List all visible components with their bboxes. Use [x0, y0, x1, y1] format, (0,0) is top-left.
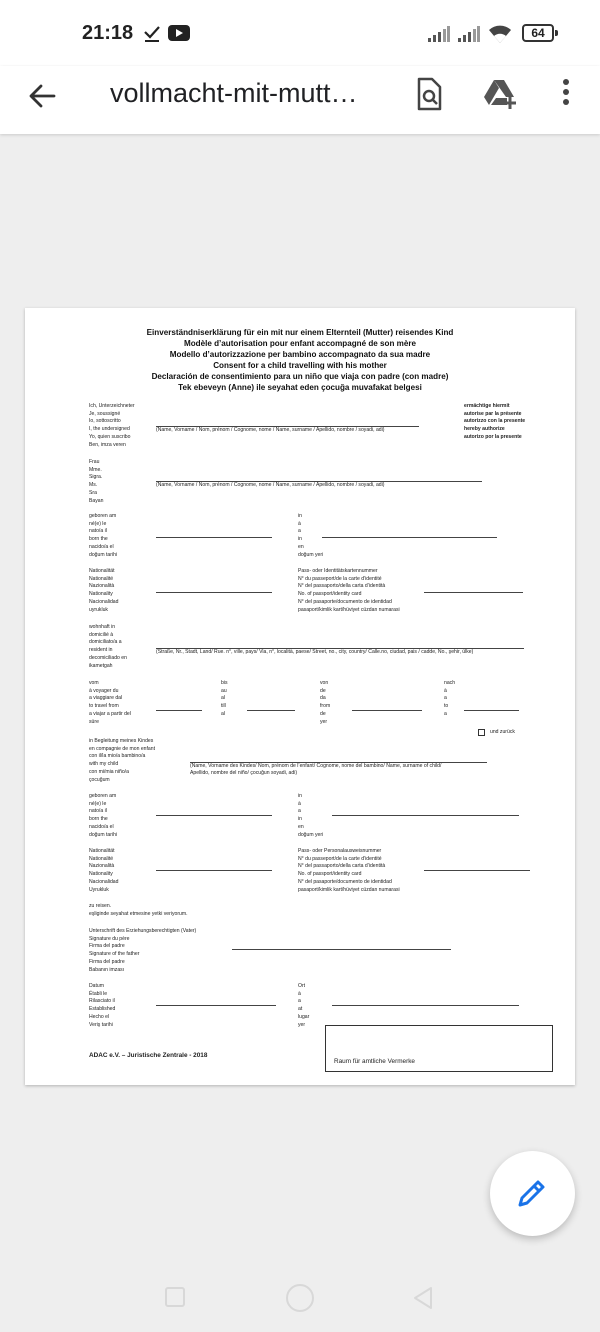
from-place-line[interactable]: [352, 710, 422, 711]
till-date-line[interactable]: [247, 710, 295, 711]
home-button[interactable]: [286, 1284, 314, 1312]
from-place-label: von de da from de yer: [320, 680, 331, 725]
signature-line[interactable]: [232, 949, 451, 950]
pencil-icon: [516, 1177, 548, 1209]
document-title: vollmacht-mit-mutt…: [110, 78, 358, 108]
child-birth-place-line[interactable]: [332, 815, 519, 816]
heading-line: Modello d’autorizzazione per bambino accompagnato da sua madre: [169, 350, 431, 360]
battery-indicator: 64: [522, 24, 554, 42]
cell-signal-icon: [428, 26, 450, 42]
salutation-label: Frau Mme. Sigra. Ms. Sra Bayan: [89, 459, 104, 504]
child-born-in-label: in à a in en doğum yeri: [298, 793, 324, 838]
address-caption: (Straße, Nr., Stadt, Land/ Rue. n°, ville, pays/ Via, n°, località, paese/ Street, no., city, country/ Calle.no, ciudad, pais / cadde, No., şehir, ülke): [156, 649, 474, 655]
official-remarks-label: Raum für amtliche Vermerke: [334, 1058, 415, 1065]
till-label: bis au al till al: [221, 680, 228, 717]
child-birth-date-line[interactable]: [156, 815, 272, 816]
add-to-drive-icon[interactable]: [483, 76, 517, 112]
return-checkbox[interactable]: [478, 729, 485, 736]
heading-line: Declaración de consentimiento para un niño que viaja con padre (con madre): [151, 372, 449, 382]
from-date-line[interactable]: [156, 710, 202, 711]
app-bar: [0, 66, 600, 134]
date-label: Datum Établi le Rilasciato il Established Hecho el Veriş tarihi: [89, 983, 116, 1028]
heading-line: Tek ebeveyn (Anne) ile seyahat eden çocuğa muvafakat belgesi: [178, 383, 422, 393]
cell-signal-icon: [458, 26, 480, 42]
passport-label: Pass- oder Identitätskartennummer N° du passeport/de la carte d’identité N° del passaporto/della carta d’identità No. of passport/identity card N° del pasaporte/documento de identidad pasaport/kimlik kart/hüviyet cüzdan numarasi: [298, 568, 400, 613]
child-born-on-label: geboren am né(e) le nato/a il born the nacido/a el doğum tarihi: [89, 793, 118, 838]
nationality-label: Nationalität Nationalité Nazionalità Nationality Nacionalidad uyrukluk: [89, 568, 119, 613]
date-line[interactable]: [156, 1005, 276, 1006]
wifi-icon: [488, 24, 512, 44]
nav-back-icon[interactable]: [412, 1286, 434, 1310]
document-heading: [25, 327, 575, 394]
to-place-label: nach à a to a: [444, 680, 456, 717]
signature-label: Unterschrift des Erziehungsberechtigten (Vater) Signature du père Firma del padre Signature of the father Firma del padre Babanın imzası: [89, 928, 197, 973]
place-label: Ort à a at lugar yer: [298, 983, 310, 1028]
child-passport-line[interactable]: [424, 870, 530, 871]
passport-number-line[interactable]: [424, 592, 523, 593]
more-options-icon[interactable]: [556, 76, 576, 112]
child-name-caption: (Name, Vorname des Kindes/ Nom, prénom de l’enfant/ Cognome, nome del bambino/ Name, surname of child/ Apellido, nombre del niño/ çocuğun soyadi, adi): [190, 763, 442, 777]
checkmark-icon: [144, 24, 160, 42]
resident-label: wohnhaft in domicilié à domiciliato/a a resident in decomiciliado en ikametgah: [89, 624, 127, 669]
document-footer: ADAC e.V. – Juristische Zentrale - 2018: [89, 1052, 208, 1059]
travel-from-label: vom à voyager du a viaggiare dal to travel from a viajar a partir del süre: [89, 680, 131, 725]
child-passport-label: Pass- oder Personalausweisnummer N° du passeport/de la carte d’identité N° del passaporto/della carta d’identità No. of passport/identity card N° del pasaporte/documento de identidad pasaport/kimlik kart/hüviyet cüzdan numarasi: [298, 848, 400, 893]
youtube-icon: [168, 25, 190, 41]
official-remarks-box: [325, 1025, 553, 1072]
place-line[interactable]: [332, 1005, 519, 1006]
undersigned-label: Ich, Unterzeichneter Je, soussigné Io, sottoscritto I, the undersigned Yo, quien suscribo Ben, imza veren: [89, 403, 135, 448]
travel-consent-text: zu reisen. eşliginde seyahat etmesine yetki veriyorum.: [89, 903, 188, 917]
accompany-label: in Begleitung meines Kindes en compagnie de mon enfant con il/la mio/a bambino/a with my child con mi/mia niño/a çocuğum: [89, 738, 155, 783]
status-time: 21:18: [82, 22, 134, 44]
edit-button[interactable]: [490, 1151, 575, 1236]
born-on-label: geboren am né(e) le nato/a il born the nacido/a el doğum tarihi: [89, 513, 118, 558]
nationality-line[interactable]: [156, 592, 272, 593]
back-arrow-icon[interactable]: [22, 76, 62, 116]
status-bar: [0, 0, 600, 66]
child-nationality-line[interactable]: [156, 870, 272, 871]
to-place-line[interactable]: [464, 710, 519, 711]
heading-line: Consent for a child travelling with his mother: [213, 361, 387, 371]
document-page: [25, 308, 575, 1085]
return-label: und zurück: [490, 729, 515, 735]
child-nationality-label: Nationalität Nationalité Nazionalità Nationality Nacionalidad Uyrukluk: [89, 848, 119, 893]
heading-line: Einverständniserklärung für ein mit nur einem Elternteil (Mutter) reisendes Kind: [146, 328, 454, 337]
heading-line: Modèle d’autorisation pour enfant accompagné de son mère: [183, 339, 417, 349]
authorize-label: ermächtige hiermit autorise par la présente autorizzo con la presente hereby authorize autorizo por la presente: [464, 403, 526, 440]
born-in-label: in à a in en doğum yeri: [298, 513, 324, 558]
find-in-document-icon[interactable]: [412, 76, 446, 112]
name-caption: (Name, Vorname / Nom, prénom / Cognome, nome / Name, surname / Apellido, nombre / soyadi, adi): [156, 482, 385, 488]
birth-date-line[interactable]: [156, 537, 272, 538]
birth-place-line[interactable]: [322, 537, 497, 538]
name-caption: (Name, Vorname / Nom, prénom / Cognome, nome / Name, surname / Apellido, nombre / soyadi, adi): [156, 427, 385, 433]
recents-button[interactable]: [165, 1287, 185, 1307]
